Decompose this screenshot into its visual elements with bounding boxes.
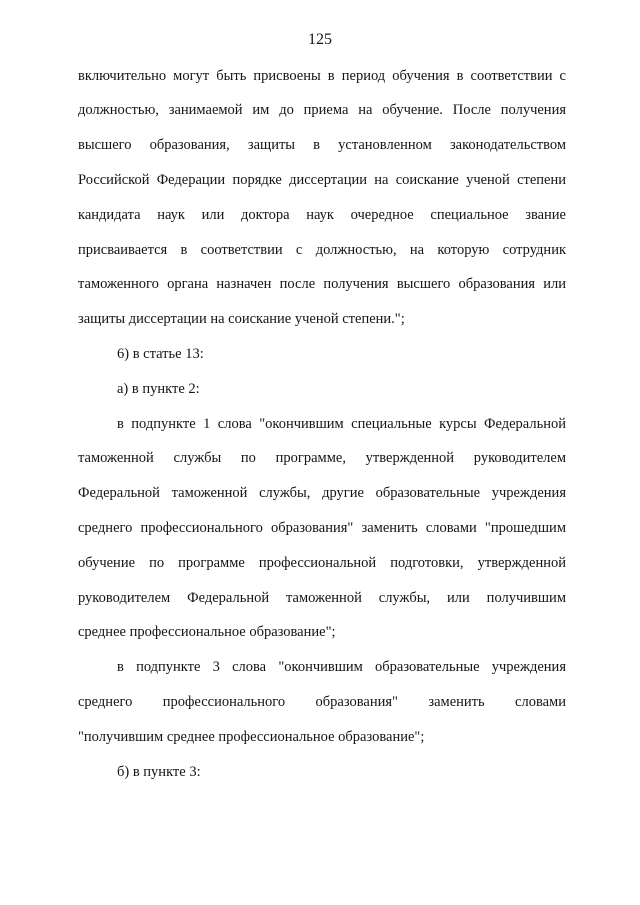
text-line: а) в пункте 2:	[117, 380, 200, 397]
text-line: среднего профессионального образования" заменить словами	[78, 693, 566, 710]
text-line: таможенного органа назначен после получения высшего образования или	[78, 276, 566, 293]
paragraph	[78, 650, 566, 754]
text-line: обучение по программе профессиональной подготовки, утвержденной	[78, 554, 566, 571]
paragraph	[78, 755, 566, 790]
text-line: б) в пункте 3:	[117, 763, 201, 780]
page-number: 125	[308, 31, 332, 48]
text-line: Федеральной таможенной службы, другие образовательные учреждения	[78, 485, 566, 502]
text-line: присваивается в соответствии с должностью, на которую сотрудник	[78, 241, 566, 258]
text-line: защиты диссертации на соискание ученой степени.";	[78, 311, 405, 328]
paragraph	[78, 407, 566, 651]
text-line: в подпункте 3 слова "окончившим образовательные учреждения	[117, 659, 566, 676]
text-line: в подпункте 1 слова "окончившим специальные курсы Федеральной	[117, 415, 566, 432]
text-line: кандидата наук или доктора наук очередное специальное звание	[78, 206, 566, 223]
text-line: руководителем Федеральной таможенной службы, или получившим	[78, 589, 566, 606]
text-line: среднего профессионального образования" заменить словами "прошедшим	[78, 519, 566, 536]
text-line: "получившим среднее профессиональное образование";	[78, 728, 425, 745]
text-line: 6) в статье 13:	[117, 345, 204, 362]
text-line: включительно могут быть присвоены в период обучения в соответствии с	[78, 67, 566, 84]
text-line: Российской Федерации порядке диссертации на соискание ученой степени	[78, 171, 566, 188]
paragraph	[78, 59, 566, 337]
document-body	[78, 59, 566, 790]
paragraph	[78, 337, 566, 372]
text-line: должностью, занимаемой им до приема на обучение. После получения	[78, 102, 566, 119]
text-line: высшего образования, защиты в установленном законодательством	[78, 137, 566, 154]
text-line: таможенной службы по программе, утвержденной руководителем	[78, 450, 566, 467]
text-line: среднее профессиональное образование";	[78, 624, 336, 641]
paragraph	[78, 372, 566, 407]
